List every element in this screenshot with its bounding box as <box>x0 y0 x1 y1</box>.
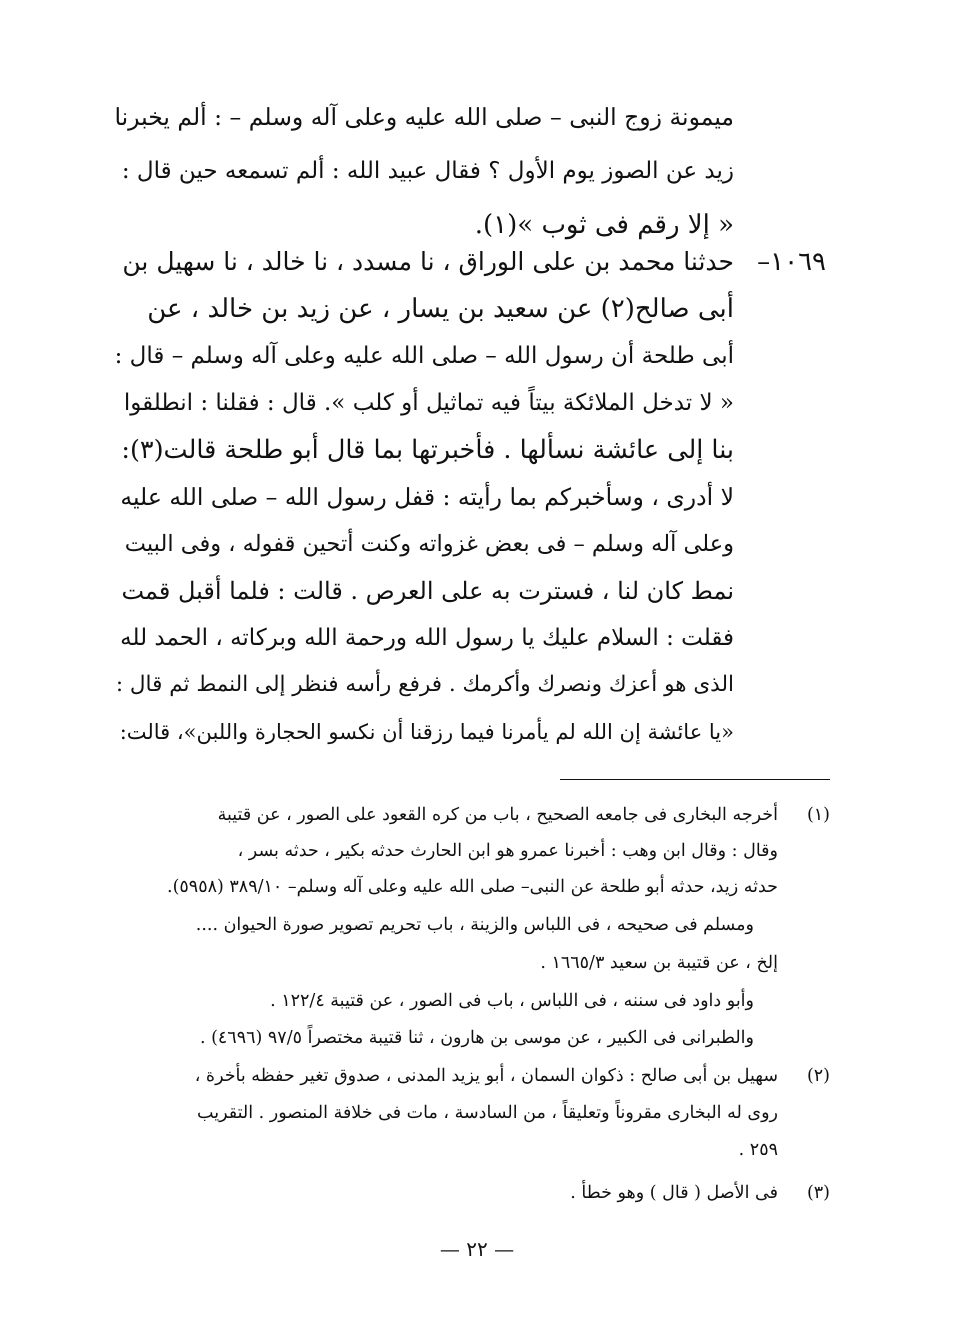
text-line: أبى صالح(٢) عن سعيد بن يسار ، عن زيد بن خالد ، عن <box>147 294 734 324</box>
footnote-line: سهيل بن أبى صالح : ذكوان السمان ، أبو يزيد المدنى ، صدوق تغير حفظه بأخرة ، <box>194 1066 778 1086</box>
text-line: لا أدرى ، وسأخبركم بما رأيته : قفل رسول الله – صلى الله عليه <box>120 483 734 511</box>
footnote-line: أخرجه البخارى فى جامعه الصحيح ، باب من كره القعود على الصور ، عن قتيبة <box>217 805 778 825</box>
footnote-number: (٣) <box>806 1183 830 1203</box>
text-line: وعلى آله وسلم – فى بعض غزواته وكنت أتحين قفوله ، وفى البيت <box>124 531 734 557</box>
text-line: نمط كان لنا ، فسترت به على العرص . قالت : فلما أقبل قمت <box>121 577 734 605</box>
page-number: — ٢٢ — <box>439 1237 515 1261</box>
footnote-line: ومسلم فى صحيحه ، فى اللباس والزينة ، باب تحريم تصوير صورة الحيوان .... <box>195 915 754 935</box>
text-line: أبى طلحة أن رسول الله – صلى الله عليه وعلى آله وسلم – قال : <box>114 343 734 369</box>
footnote-line: وأبو داود فى سننه ، فى اللباس ، باب فى الصور ، عن قتيبة ١٢٢/٤ . <box>270 991 754 1011</box>
text-line: بنا إلى عائشة نسألها . فأخبرتها بما قال أبو طلحة قالت(٣): <box>121 435 734 465</box>
text-line: زيد عن الصوز يوم الأول ؟ فقال عبيد الله : ألم تسمعه حين قال : <box>121 158 734 184</box>
footnote-separator <box>560 779 830 780</box>
footnote-line: فى الأصل ( قال ) وهو خطأ . <box>570 1183 778 1203</box>
text-line: «يا عائشة إن الله لم يأمرنا فيما رزقنا أن نكسو الحجارة واللبن»، قالت: <box>119 720 734 744</box>
footnote-number: (٢) <box>806 1066 830 1086</box>
text-line: « إلا رقم فى ثوب »(١). <box>474 210 734 240</box>
hadith-number: ١٠٦٩– <box>757 247 826 277</box>
intro-paragraph <box>114 100 734 240</box>
footnote-line: حدثه زيد، حدثه أبو طلحة عن النبى– صلى الله عليه وعلى آله وسلم– ٣٨٩/١٠ (٥٩٥٨). <box>167 877 778 897</box>
footnote-line: ٢٥٩ . <box>738 1140 778 1160</box>
footnote-line: إلخ ، عن قتيبة بن سعيد ١٦٦٥/٣ . <box>540 953 778 973</box>
footnote-line: وقال : وقال ابن وهب : أخبرنا عمرو هو ابن الحارث حدثه بكير ، حدثه بسر ، <box>237 841 778 861</box>
hadith-paragraph <box>114 245 734 745</box>
footnote-line: والطبرانى فى الكبير ، عن موسى بن هارون ، ثنا قتيبة مختصراً ٩٧/٥ (٤٦٩٦) . <box>199 1028 754 1048</box>
text-line: حدثنا محمد بن على الوراق ، نا مسدد ، نا خالد ، نا سهيل بن <box>122 247 734 276</box>
text-line: ميمونة زوج النبى – صلى الله عليه وعلى آله وسلم – : ألم يخبرنا <box>114 103 734 131</box>
text-line: « لا تدخل الملائكة بيتاً فيه تماثيل أو كلب ». قال : فقلنا : انطلقوا <box>123 390 734 416</box>
text-line: فقلت : السلام عليك يا رسول الله ورحمة الله وبركاته ، الحمد لله <box>120 625 734 651</box>
footnote-line: روى له البخارى مقروناً وتعليقاً ، من السادسة ، مات فى خلافة المنصور . التقريب <box>197 1103 778 1123</box>
footnote-number: (١) <box>806 805 830 825</box>
text-line: الذى هو أعزك ونصرك وأكرمك . فرفع رأسه فنظر إلى النمط ثم قال : <box>115 672 734 697</box>
